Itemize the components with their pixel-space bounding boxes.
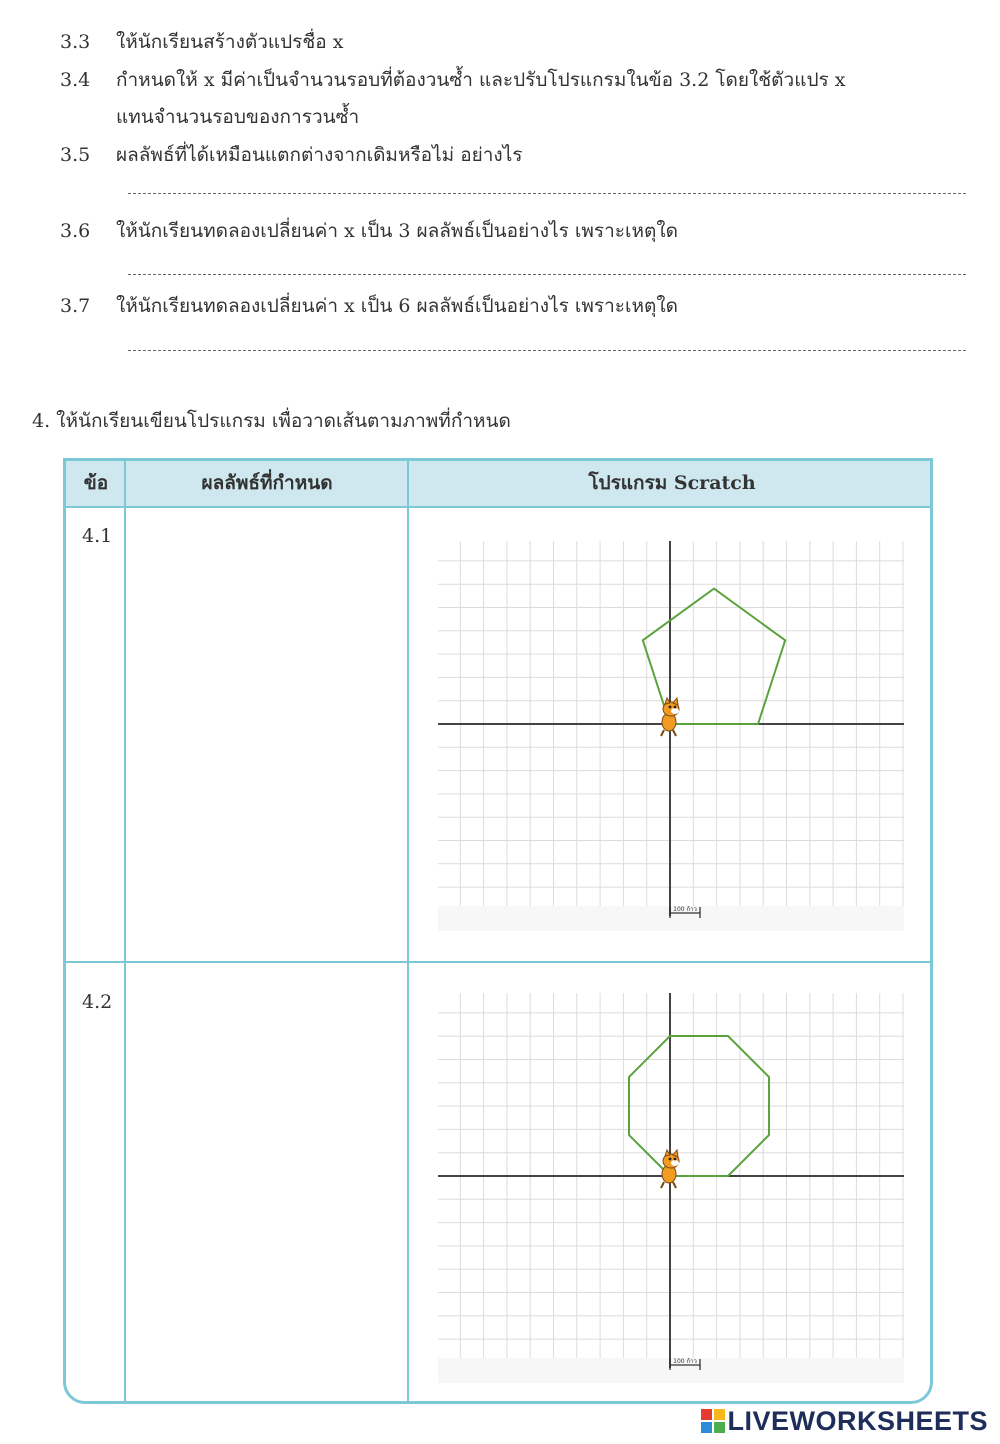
question-text: ให้นักเรียนทดลองเปลี่ยนค่า x เป็น 3 ผลลัพธ์เป็นอย่างไร เพราะเหตุใด [116, 220, 678, 242]
exercise-table [63, 458, 933, 1404]
answer-line-3-7[interactable] [128, 350, 966, 351]
question-text: ให้นักเรียนสร้างตัวแปรชื่อ x [116, 31, 344, 53]
question-number: 3.4 [60, 69, 91, 91]
liveworksheets-icon [701, 1409, 725, 1433]
header-expected-result: ผลลัพธ์ที่กำหนด [201, 472, 333, 494]
section-4-title: 4. ให้นักเรียนเขียนโปรแกรม เพื่อวาดเส้นตามภาพที่กำหนด [32, 410, 511, 432]
cat-leg [661, 1182, 664, 1188]
expected-result-cell-4-2[interactable] [128, 965, 404, 1395]
question-number: 3.5 [60, 144, 91, 166]
row-divider [66, 961, 930, 963]
cat-muzzle [671, 1160, 679, 1166]
question-number: 3.7 [60, 295, 91, 317]
answer-line-3-6[interactable] [128, 274, 966, 275]
row-number-4-2: 4.2 [82, 991, 113, 1013]
table-header [66, 461, 930, 508]
stage-canvas [438, 993, 904, 1383]
pentagon-path [643, 589, 785, 724]
header-scratch-program: โปรแกรม Scratch [588, 472, 756, 494]
stage-canvas [438, 541, 904, 931]
scratch-stage-4-1 [438, 541, 904, 931]
scratch-stage-4-2 [438, 993, 904, 1383]
header-item-number: ข้อ [83, 472, 109, 494]
question-text: ผลลัพธ์ที่ได้เหมือนแตกต่างจากเดิมหรือไม่ อย่างไร [116, 144, 523, 166]
cat-leg [673, 1182, 676, 1188]
cat-leg [673, 730, 676, 736]
scale-label: 100 ก้าว [673, 1358, 697, 1365]
question-text: แทนจำนวนรอบของการวนซ้ำ [116, 106, 360, 128]
liveworksheets-logo[interactable] [701, 1405, 988, 1437]
cat-eye [674, 706, 677, 709]
brand-name: LIVEWORKSHEETS [727, 1406, 988, 1436]
column-divider [124, 461, 126, 1401]
column-divider [407, 461, 409, 1401]
cat-eye [669, 1158, 672, 1161]
question-number: 3.3 [60, 31, 91, 53]
expected-result-cell-4-1[interactable] [128, 511, 404, 956]
question-text: กำหนดให้ x มีค่าเป็นจำนวนรอบที่ต้องวนซ้ำ และปรับโปรแกรมในข้อ 3.2 โดยใช้ตัวแปร x [116, 69, 846, 91]
question-number: 3.6 [60, 220, 91, 242]
question-text: ให้นักเรียนทดลองเปลี่ยนค่า x เป็น 6 ผลลัพธ์เป็นอย่างไร เพราะเหตุใด [116, 295, 678, 317]
cat-muzzle [671, 708, 679, 714]
row-number-4-1: 4.1 [82, 525, 113, 547]
cat-eye [669, 706, 672, 709]
cat-eye [674, 1158, 677, 1161]
cat-leg [661, 730, 664, 736]
scratch-cat-icon [661, 1150, 679, 1188]
scale-label: 100 ก้าว [673, 906, 697, 913]
answer-line-3-5[interactable] [128, 193, 966, 194]
